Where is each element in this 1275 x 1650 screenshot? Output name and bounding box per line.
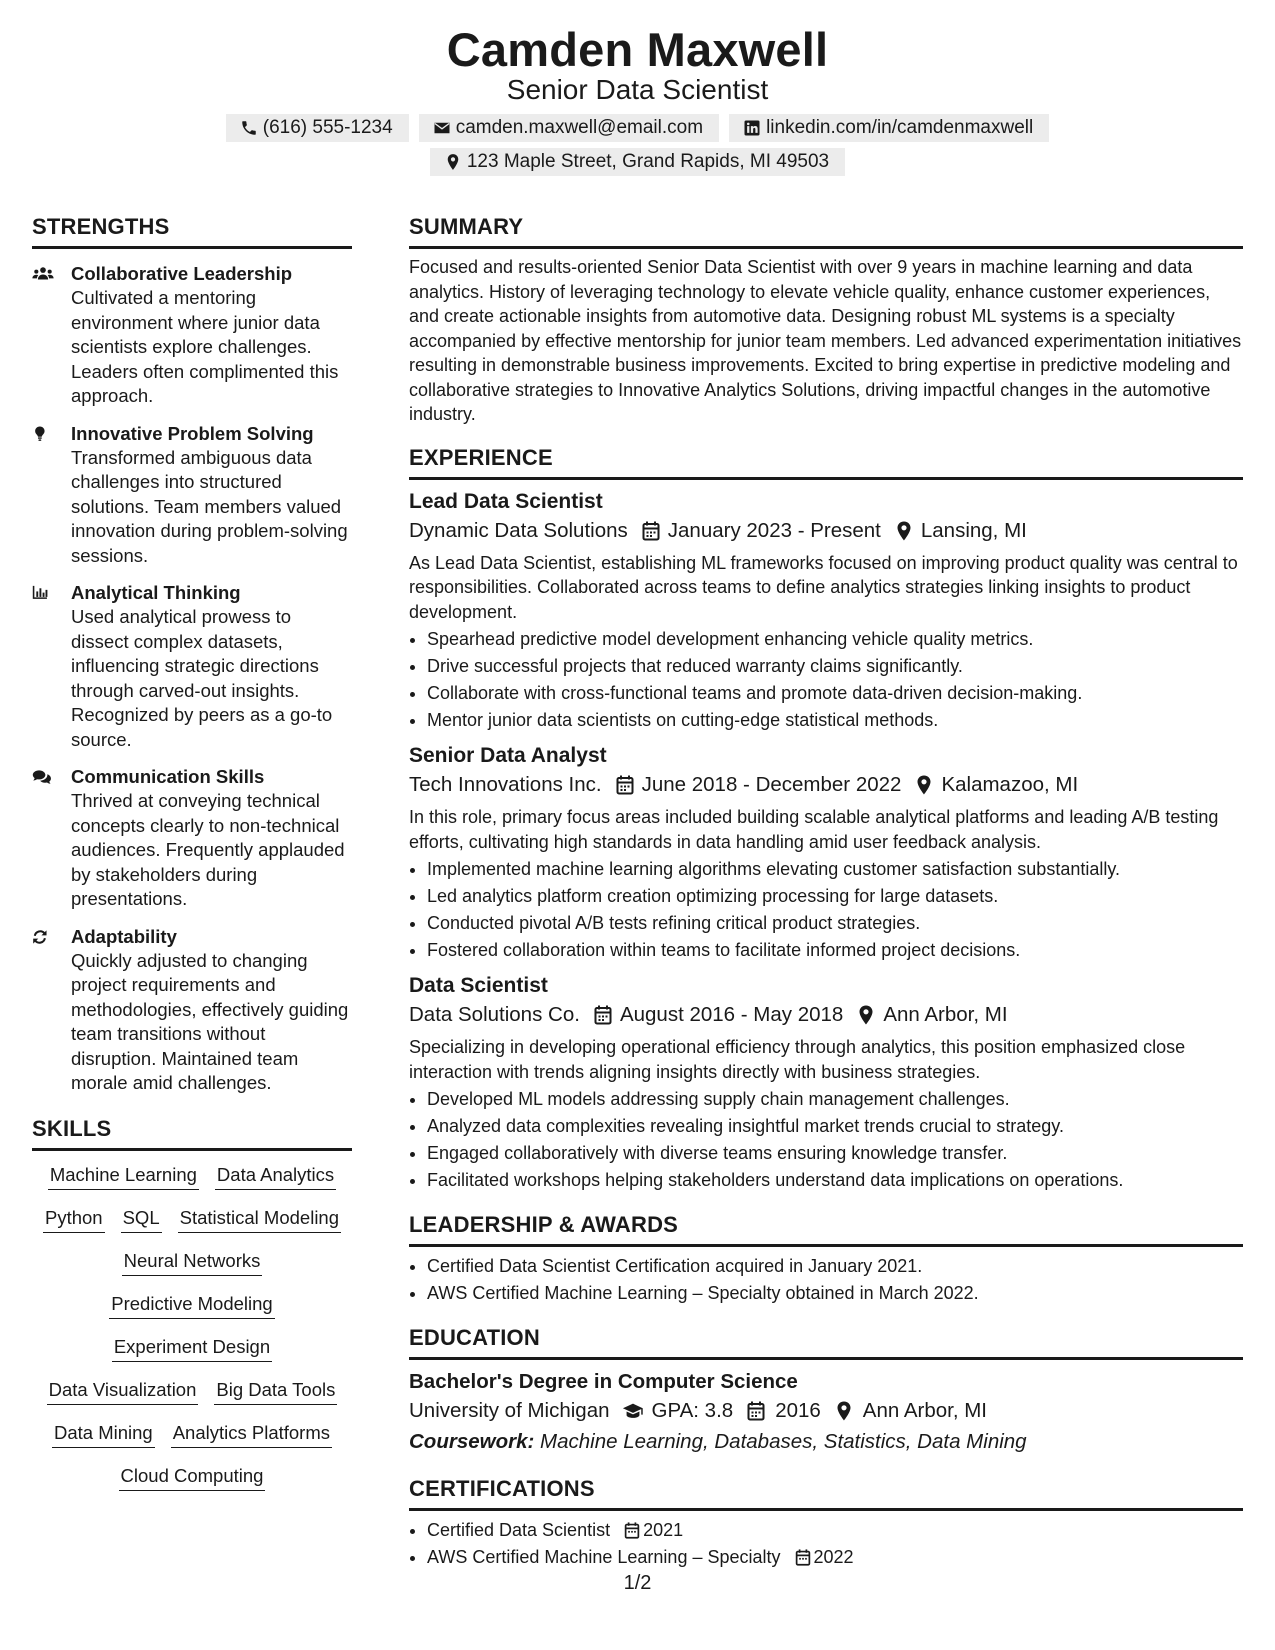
map-marker-icon	[895, 521, 913, 541]
skill-tag: Analytics Platforms	[171, 1421, 332, 1448]
job-meta	[409, 1000, 1243, 1030]
strength-text: Quickly adjusted to changing project requirements and methodologies, effectively guiding team transitions without disruption. Maintained team morale amid challenges.	[71, 949, 349, 1093]
job-title: Lead Data Scientist	[409, 489, 603, 513]
awards-list	[409, 1253, 1243, 1307]
list-item: • Collaborate with cross-functional teams and promote data-driven decision-making.	[427, 680, 1243, 707]
calendar-icon	[616, 775, 634, 795]
page-number: 1/2	[623, 1572, 652, 1594]
strengths-section	[32, 212, 352, 1096]
skill-tag: Experiment Design	[112, 1335, 272, 1362]
skill-tag: SQL	[121, 1206, 162, 1233]
skill-tag: Big Data Tools	[214, 1378, 337, 1405]
skill-tag: Neural Networks	[122, 1249, 263, 1276]
gpa-text: GPA: 3.8	[651, 1399, 734, 1422]
skills-heading: SKILLS	[32, 1114, 352, 1151]
envelope-icon	[433, 119, 451, 137]
address-chip	[430, 148, 845, 176]
graduation-year: 2016	[775, 1399, 821, 1422]
job-meta	[409, 770, 1243, 800]
job-dates: August 2016 - May 2018	[619, 1003, 844, 1026]
job-bullets	[409, 856, 1243, 964]
degree-title: Bachelor's Degree in Computer Science	[409, 1370, 798, 1393]
education-section	[409, 1323, 1243, 1458]
lightbulb-icon	[32, 425, 54, 443]
map-marker-icon	[857, 1005, 875, 1025]
awards-heading: LEADERSHIP & AWARDS	[409, 1210, 1243, 1247]
strength-item	[32, 262, 352, 409]
list-item: • Certified Data Scientist Certification acquired in January 2021.	[427, 1253, 1243, 1280]
strength-item	[32, 765, 352, 912]
skill-tag: Statistical Modeling	[178, 1206, 341, 1233]
list-item: • Developed ML models addressing supply chain management challenges.	[427, 1086, 1243, 1113]
cert-year: 2021	[643, 1520, 684, 1540]
calendar-icon	[642, 521, 660, 541]
job-company: Data Solutions Co.	[409, 1003, 580, 1026]
summary-text: Focused and results-oriented Senior Data Scientist with over 9 years in machine learning and data analytics. History of leveraging technology to elevate vehicle quality, enhance customer experiences, and create actionable insights from automotive data. Designing robust ML systems is a specialty accompanied by effective mentorship for junior team members. Led advanced experimentation initiatives resulting in demonstrable business improvements. Excited to bring expertise in predictive modeling and collaborative strategies to Innovative Analytics Solutions, driving impactful changes in the automotive industry.	[409, 257, 1242, 424]
job-meta	[409, 516, 1243, 546]
list-item: • Facilitated workshops helping stakeholders understand data implications on operations.	[427, 1167, 1243, 1194]
certifications-section	[409, 1474, 1243, 1571]
left-column	[32, 212, 352, 1491]
graduation-cap-icon	[622, 1401, 644, 1421]
phone-icon	[240, 119, 258, 137]
summary-heading: SUMMARY	[409, 212, 1243, 249]
certifications-list	[409, 1517, 1243, 1571]
job-description: In this role, primary focus areas included building scalable analytical platforms and leading A/B testing efforts, cultivating high standards in data handling amid user feedback analysis.	[409, 807, 1219, 852]
right-column	[409, 212, 1243, 1571]
job-location: Kalamazoo, MI	[941, 773, 1079, 796]
coursework	[409, 1426, 1243, 1458]
calendar-icon	[745, 1401, 767, 1421]
school-location: Ann Arbor, MI	[862, 1399, 987, 1422]
strength-item	[32, 422, 352, 569]
cert-name: • AWS Certified Machine Learning – Specialty	[427, 1547, 781, 1567]
users-icon	[32, 265, 54, 283]
skills-section	[32, 1114, 352, 1491]
job-company: Dynamic Data Solutions	[409, 518, 628, 542]
calendar-icon	[594, 1005, 612, 1025]
experience-section	[409, 443, 1243, 1195]
job-description: As Lead Data Scientist, establishing ML frameworks focused on improving product quality was central to responsibilities. Collaborated across teams to define analytics strategies linking insights to product development.	[409, 552, 1238, 622]
map-marker-icon	[915, 775, 933, 795]
calendar-icon	[624, 1522, 640, 1539]
comments-icon	[32, 768, 54, 786]
phone-chip[interactable]	[226, 114, 409, 142]
linkedin-icon	[743, 119, 761, 137]
skill-tag: Data Visualization	[47, 1378, 199, 1405]
education-heading: EDUCATION	[409, 1323, 1243, 1360]
job-location: Lansing, MI	[920, 518, 1027, 542]
skill-tag: Machine Learning	[48, 1163, 199, 1190]
skill-tag: Data Analytics	[215, 1163, 336, 1190]
phone-text: (616) 555-1234	[262, 117, 393, 138]
linkedin-text: linkedin.com/in/camdenmaxwell	[766, 117, 1034, 138]
linkedin-chip[interactable]	[729, 114, 1049, 142]
job-entry	[409, 742, 1243, 964]
skill-tag: Predictive Modeling	[109, 1292, 274, 1319]
job-description: Specializing in developing operational efficiency through analytics, this position emphasized close interaction with trends aligning insights directly with business strategies.	[409, 1037, 1186, 1082]
strength-text: Used analytical prowess to dissect complex datasets, influencing strategic directions through carved-out insights. Recognized by peers as a go-to source.	[71, 606, 333, 750]
list-item: • Mentor junior data scientists on cutting-edge statistical methods.	[427, 707, 1243, 734]
address-text: 123 Maple Street, Grand Rapids, MI 49503	[466, 151, 830, 172]
calendar-icon	[795, 1549, 811, 1566]
school-name: University of Michigan	[409, 1399, 610, 1422]
strength-title: Communication Skills	[71, 766, 265, 787]
map-marker-icon	[444, 153, 462, 171]
contact-row	[0, 114, 1275, 142]
list-item	[427, 1517, 1243, 1544]
address-row	[0, 148, 1275, 176]
awards-section	[409, 1210, 1243, 1307]
job-title: Data Scientist	[409, 974, 548, 997]
list-item: • Analyzed data complexities revealing insightful market trends crucial to strategy.	[427, 1113, 1243, 1140]
coursework-text: Machine Learning, Databases, Statistics, Data Mining	[540, 1430, 1027, 1453]
job-dates: June 2018 - December 2022	[641, 773, 902, 796]
job-bullets	[409, 626, 1243, 734]
chart-icon	[32, 584, 54, 602]
job-dates: January 2023 - Present	[667, 518, 881, 542]
job-entry	[409, 488, 1243, 735]
candidate-title: Senior Data Scientist	[506, 74, 769, 105]
list-item: • Implemented machine learning algorithms elevating customer satisfaction substantially.	[427, 856, 1243, 883]
strengths-heading: STRENGTHS	[32, 212, 352, 249]
strength-item	[32, 581, 352, 752]
list-item: • AWS Certified Machine Learning – Specialty obtained in March 2022.	[427, 1280, 1243, 1307]
strength-text: Cultivated a mentoring environment where junior data scientists explore challenges. Leaders often complimented this approach.	[71, 287, 339, 406]
email-text: camden.maxwell@email.com	[455, 117, 704, 138]
job-bullets	[409, 1086, 1243, 1194]
strength-item	[32, 925, 352, 1096]
list-item: • Fostered collaboration within teams to facilitate informed project decisions.	[427, 937, 1243, 964]
list-item: • Engaged collaboratively with diverse teams ensuring knowledge transfer.	[427, 1140, 1243, 1167]
map-marker-icon	[833, 1401, 855, 1421]
sync-icon	[32, 928, 54, 946]
job-entry	[409, 972, 1243, 1194]
strength-title: Collaborative Leadership	[71, 263, 293, 284]
job-title: Senior Data Analyst	[409, 744, 607, 767]
experience-heading: EXPERIENCE	[409, 443, 1243, 480]
summary-section	[409, 212, 1243, 427]
list-item: • Spearhead predictive model development enhancing vehicle quality metrics.	[427, 626, 1243, 653]
strength-title: Adaptability	[71, 925, 177, 947]
skill-tag: Python	[43, 1206, 105, 1233]
strength-text: Thrived at conveying technical concepts clearly to non-technical audiences. Frequently applauded by stakeholders during presentations.	[71, 790, 345, 909]
list-item: • Led analytics platform creation optimizing processing for large datasets.	[427, 883, 1243, 910]
candidate-name: Camden Maxwell	[446, 23, 829, 76]
skill-tag: Cloud Computing	[119, 1464, 266, 1491]
strength-text: Transformed ambiguous data challenges into structured solutions. Team members valued innovation during problem-solving sessions.	[71, 446, 348, 566]
coursework-label: Coursework:	[409, 1430, 535, 1453]
job-company: Tech Innovations Inc.	[409, 773, 602, 796]
list-item: • Conducted pivotal A/B tests refining critical product strategies.	[427, 910, 1243, 937]
job-location: Ann Arbor, MI	[883, 1003, 1008, 1026]
list-item: • Drive successful projects that reduced warranty claims significantly.	[427, 653, 1243, 680]
cert-name: • Certified Data Scientist	[427, 1520, 611, 1540]
email-chip[interactable]	[419, 114, 719, 142]
certifications-heading: CERTIFICATIONS	[409, 1474, 1243, 1511]
skill-tag: Data Mining	[52, 1421, 155, 1448]
cert-year: 2022	[813, 1547, 854, 1567]
strength-title: Innovative Problem Solving	[71, 422, 314, 444]
list-item	[427, 1544, 1243, 1571]
strength-title: Analytical Thinking	[71, 582, 241, 603]
education-meta	[409, 1396, 1243, 1426]
